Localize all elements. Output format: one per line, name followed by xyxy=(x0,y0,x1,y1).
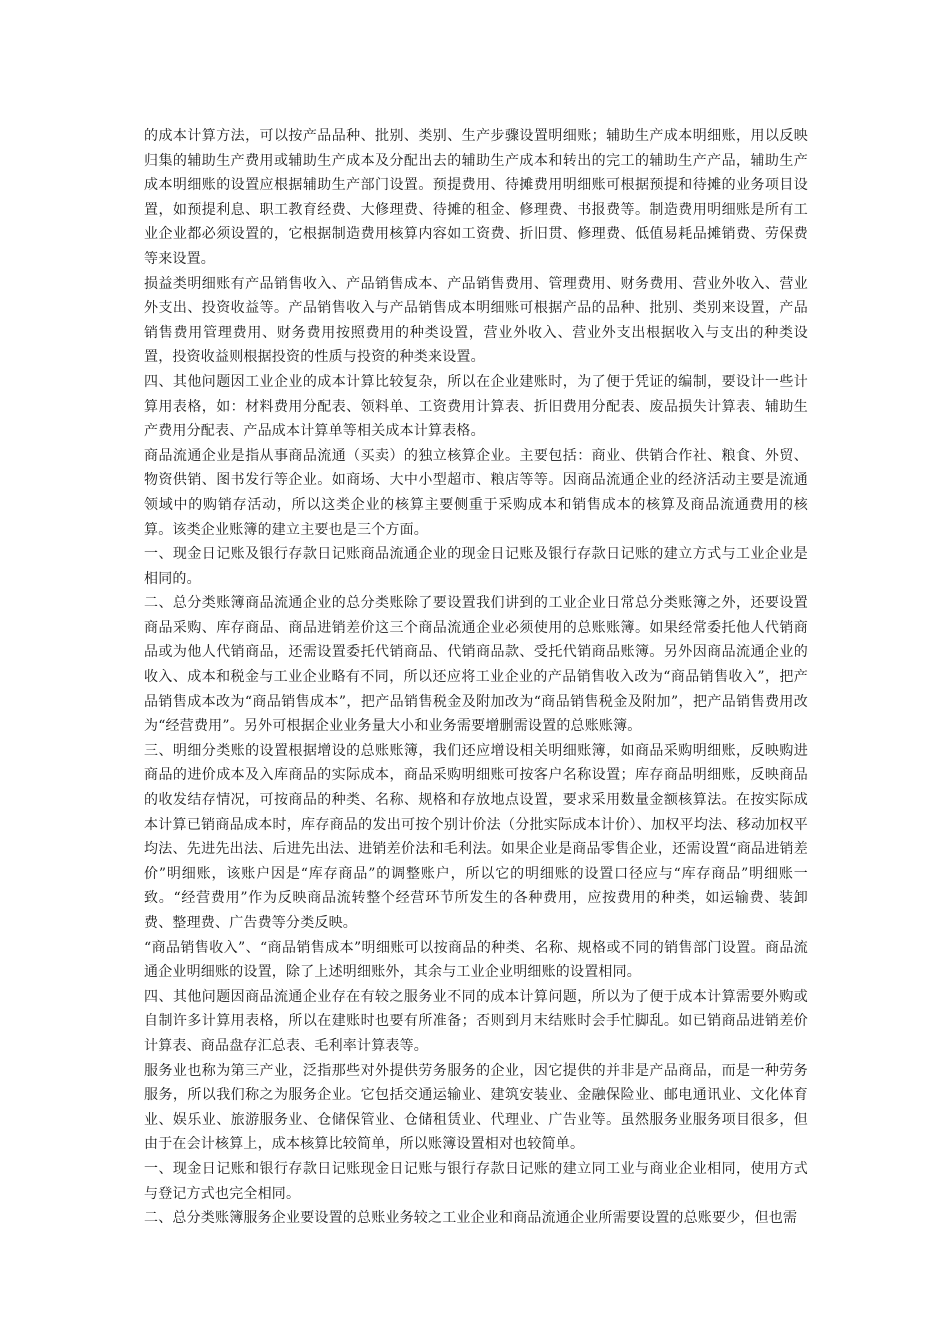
paragraph-commercial-subsidiary-ledger: 三、明细分类账的设置根据增设的总账账簿，我们还应增设相关明细账簿，如商品采购明细账，反映购进商品的进价成本及入库商品的实际成本，商品采购明细账可按客户名称设置；库存商品明细账，反映商品的收发结存情况，可按商品的种类、名称、规格和存放地点设置，要求采用数量金额核算法。在按实际成本计算已销商品成本时，库存商品的发出可按个别计价法（分批实际成本计价）、加权平均法、移动加权平均法、先进先出法、后进先出法、进销差价法和毛利法。如果企业是商品零售企业，还需设置“商品进销差价”明细账，该账户因是“库存商品”的调整账户，所以它的明细账的设置口径应与“库存商品”明细账一致。“经营费用”作为反映商品流转整个经营环节所发生的各种费用，应按费用的种类，如运输费、装卸费、整理费、广告费等分类反映。 xyxy=(144,742,808,931)
paragraph-commercial-other-issues: 四、其他问题因商品流通企业存在有较之服务业不同的成本计算问题，所以为了便于成本计算需要外购或自制许多计算用表格，所以在建账时也要有所准备；否则到月末结账时会手忙脚乱。如已销商品进销差价计算表、商品盘存汇总表、毛利率计算表等。 xyxy=(144,988,808,1054)
paragraph-service-cash-journal: 一、现金日记账和银行存款日记账现金日记账与银行存款日记账的建立同工业与商业企业相同，使用方式与登记方式也完全相同。 xyxy=(144,1160,808,1202)
document-page xyxy=(144,124,808,1231)
paragraph-industrial-other-issues: 四、其他问题因工业企业的成本计算比较复杂，所以在企业建账时，为了便于凭证的编制，要设计一些计算用表格，如：材料费用分配表、领料单、工资费用计算表、折旧费用分配表、废品损失计算表、辅助生产费用分配表、产品成本计算单等相关成本计算表格。 xyxy=(144,373,808,440)
paragraph-commercial-general-ledger: 二、总分类账簿商品流通企业的总分类账除了要设置我们讲到的工业企业日常总分类账簿之外，还要设置商品采购、库存商品、商品进销差价这三个商品流通企业必须使用的总账账簿。如果经常委托他人代销商品或为他人代销商品，还需设置委托代销商品、代销商品款、受托代销商品账簿。另外因商品流通企业的收入、成本和税金与工业企业略有不同，所以还应将工业企业的产品销售收入改为“商品销售收入”，把产品销售成本改为“商品销售成本”，把产品销售税金及附加改为“商品销售税金及附加”，把产品销售费用改为“经营费用”。另外可根据企业业务量大小和业务需要增删需设置的总账账簿。 xyxy=(144,595,808,735)
paragraph-service-intro: 服务业也称为第三产业，泛指那些对外提供劳务服务的企业，因它提供的并非是产品商品，而是一种劳务服务，所以我们称之为服务企业。它包括交通运输业、建筑安装业、金融保险业、邮电通讯业、文化体育业、娱乐业、旅游服务业、仓储保管业、仓储租赁业、代理业、广告业等。虽然服务业服务项目很多，但由于在会计核算上，成本核算比较简单，所以账簿设置相对也较简单。 xyxy=(144,1062,808,1153)
paragraph-profit-loss-accounts: 损益类明细账有产品销售收入、产品销售成本、产品销售费用、管理费用、财务费用、营业外收入、营业外支出、投资收益等。产品销售收入与产品销售成本明细账可根据产品的品种、批别、类别来设置，产品销售费用管理费用、财务费用按照费用的种类设置，营业外收入、营业外支出根据收入与支出的种类设置，投资收益则根据投资的性质与投资的种类来设置。 xyxy=(144,275,808,366)
paragraph-commercial-cash-journal: 一、现金日记账及银行存款日记账商品流通企业的现金日记账及银行存款日记账的建立方式与工业企业是相同的。 xyxy=(144,546,808,587)
paragraph-cost-method: 的成本计算方法，可以按产品品种、批别、类别、生产步骤设置明细账；辅助生产成本明细账，用以反映归集的辅助生产费用或辅助生产成本及分配出去的辅助生产成本和转出的完工的辅助生产产品，辅助生产成本明细账的设置应根据辅助生产部门设置。预提费用、待摊费用明细账可根据预提和待摊的业务项目设置，如预提利息、职工教育经费、大修理费、待摊的租金、修理费、书报费等。制造费用明细账是所有工业企业都必须设置的，它根据制造费用核算内容如工资费、折旧贯、修理费、低值易耗品摊销费、劳保费等来设置。 xyxy=(144,128,808,267)
paragraph-commercial-intro: 商品流通企业是指从事商品流通（买卖）的独立核算企业。主要包括：商业、供销合作社、粮食、外贸、物资供销、图书发行等企业。如商场、大中小型超市、粮店等等。因商品流通企业的经济活动主要是流通领域中的购销存活动，所以这类企业的核算主要侧重于采购成本和销售成本的核算及商品流通费用的核算。该类企业账簿的建立主要也是三个方面。 xyxy=(144,447,808,538)
paragraph-sales-revenue-cost: “商品销售收入”、“商品销售成本”明细账可以按商品的种类、名称、规格或不同的销售部门设置。商品流通企业明细账的设置，除了上述明细账外，其余与工业企业明细账的设置相同。 xyxy=(144,939,808,981)
paragraph-service-general-ledger: 二、总分类账簿服务企业要设置的总账业务较之工业企业和商品流通企业所需要设置的总账要少，但也需 xyxy=(144,1210,798,1227)
